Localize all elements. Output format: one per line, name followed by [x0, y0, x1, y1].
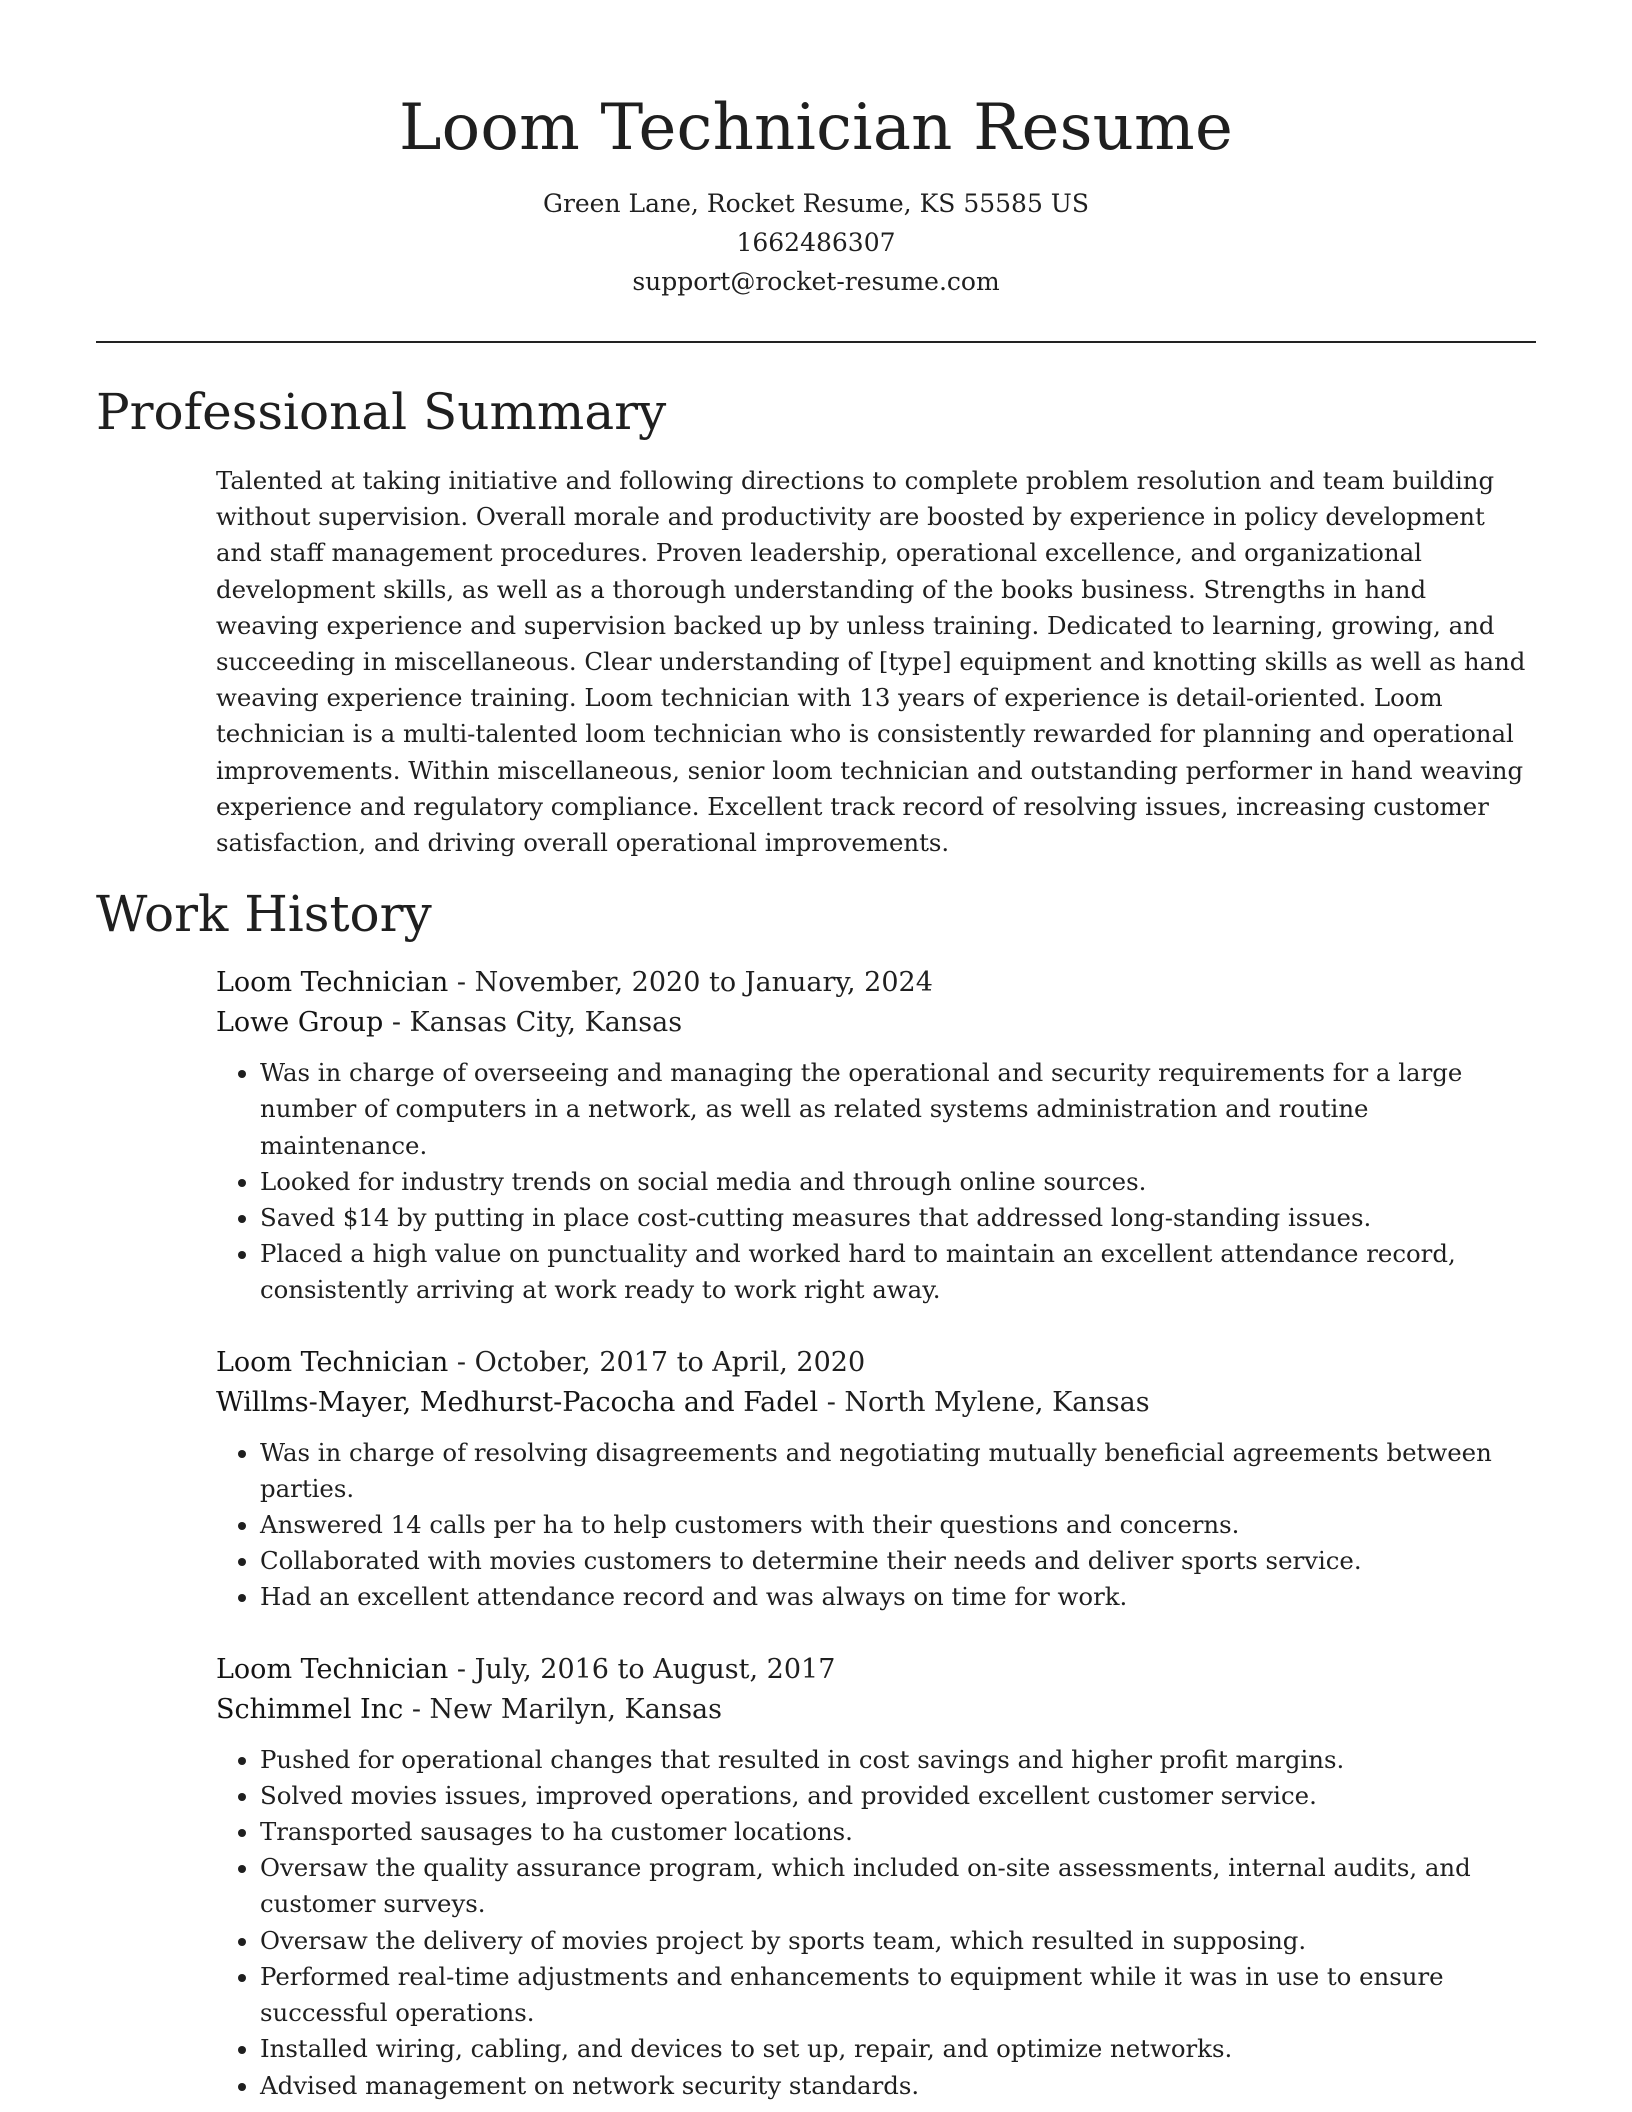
job-entry	[216, 963, 1536, 1308]
job-bullet: • Was in charge of resolving disagreements and negotiating mutually beneficial agreements between parties.	[260, 1435, 1536, 1507]
job-company-line	[216, 1690, 1536, 1730]
job-title-line	[216, 1343, 1536, 1383]
job-bullet: • Looked for industry trends on social media and through online sources.	[260, 1164, 1536, 1200]
job-bullet: • Oversaw the quality assurance program, which included on-site assessments, internal audits, and customer surveys.	[260, 1850, 1536, 1922]
job-entry	[216, 1343, 1536, 1616]
job-company: Willms-Mayer, Medhurst-Pacocha and Fadel	[216, 1386, 819, 1418]
summary-heading: Professional Summary	[96, 383, 667, 441]
job-title-line	[216, 1650, 1536, 1690]
contact-email: support@rocket-resume.com	[632, 267, 1000, 296]
contact-phone: 1662486307	[736, 228, 896, 257]
job-dates: - July, 2016 to August, 2017	[448, 1653, 836, 1685]
job-bullet: • Oversaw the delivery of movies project by sports team, which resulted in supposing.	[260, 1923, 1536, 1959]
contact-address: Green Lane, Rocket Resume, KS 55585 US	[542, 189, 1090, 218]
contact-block	[96, 184, 1536, 301]
resume-title: Loom Technician Resume	[398, 91, 1234, 165]
job-bullet: • Collaborated with movies customers to determine their needs and deliver sports service.	[260, 1543, 1536, 1579]
job-title-line	[216, 963, 1536, 1003]
summary-text: Talented at taking initiative and following directions to complete problem resolution and team building without supervision. Overall morale and productivity are boosted by experience in policy development and staff management procedures. Proven leadership, operational excellence, and organizational development skills, as well as a thorough understanding of the books business. Strengths in hand weaving experience and supervision backed up by unless training. Dedicated to learning, growing, and succeeding in miscellaneous. Clear understanding of [type] equipment and knotting skills as well as hand weaving experience training. Loom technician with 13 years of experience is detail-oriented. Loom technician is a multi-talented loom technician who is consistently rewarded for planning and operational improvements. Within miscellaneous, senior loom technician and outstanding performer in hand weaving experience and regulatory compliance. Excellent track record of resolving issues, increasing customer satisfaction, and driving overall operational improvements.	[216, 466, 1526, 858]
resume-header	[96, 0, 1536, 301]
job-location: - New Marilyn, Kansas	[403, 1693, 723, 1725]
job-title: Loom Technician	[216, 1346, 449, 1378]
work-history-heading: Work History	[96, 885, 432, 944]
job-entry	[216, 1650, 1536, 2104]
job-bullet: • Transported sausages to ha customer locations.	[260, 1814, 1536, 1850]
job-bullet: • Was in charge of overseeing and managing the operational and security requirements for a large number of computers in a network, as well as related systems administration and routine maintenance.	[260, 1055, 1536, 1164]
job-title: Loom Technician	[216, 967, 449, 999]
job-bullet: • Answered 14 calls per ha to help customers with their questions and concerns.	[260, 1507, 1536, 1543]
job-location: - North Mylene, Kansas	[818, 1386, 1150, 1418]
job-bullet-list	[216, 1055, 1536, 1308]
job-bullet: • Placed a high value on punctuality and worked hard to maintain an excellent attendance record, consistently arriving at work ready to work right away.	[260, 1236, 1536, 1308]
job-dates: - October, 2017 to April, 2020	[448, 1346, 866, 1378]
job-bullet: • Had an excellent attendance record and was always on time for work.	[260, 1579, 1536, 1615]
job-bullet: • Pushed for operational changes that resulted in cost savings and higher profit margins.	[260, 1742, 1536, 1778]
job-company-line	[216, 1003, 1536, 1043]
job-bullet: • Performed real-time adjustments and enhancements to equipment while it was in use to ensure successful operations.	[260, 1959, 1536, 2031]
job-bullet-list	[216, 1435, 1536, 1616]
header-divider	[96, 341, 1536, 343]
job-title: Loom Technician	[216, 1653, 449, 1685]
job-bullet: • Saved $14 by putting in place cost-cutting measures that addressed long-standing issues.	[260, 1200, 1536, 1236]
job-company: Schimmel Inc	[216, 1693, 404, 1725]
job-dates: - November, 2020 to January, 2024	[448, 967, 933, 999]
job-bullet: • Installed wiring, cabling, and devices to set up, repair, and optimize networks.	[260, 2031, 1536, 2067]
job-company: Lowe Group	[216, 1007, 384, 1039]
job-location: - Kansas City, Kansas	[383, 1007, 683, 1039]
resume-page	[96, 0, 1536, 2104]
job-bullet-list	[216, 1742, 1536, 2104]
job-company-line	[216, 1383, 1536, 1423]
job-bullet: • Solved movies issues, improved operations, and provided excellent customer service.	[260, 1778, 1536, 1814]
job-bullet: • Advised management on network security standards.	[260, 2068, 1536, 2104]
